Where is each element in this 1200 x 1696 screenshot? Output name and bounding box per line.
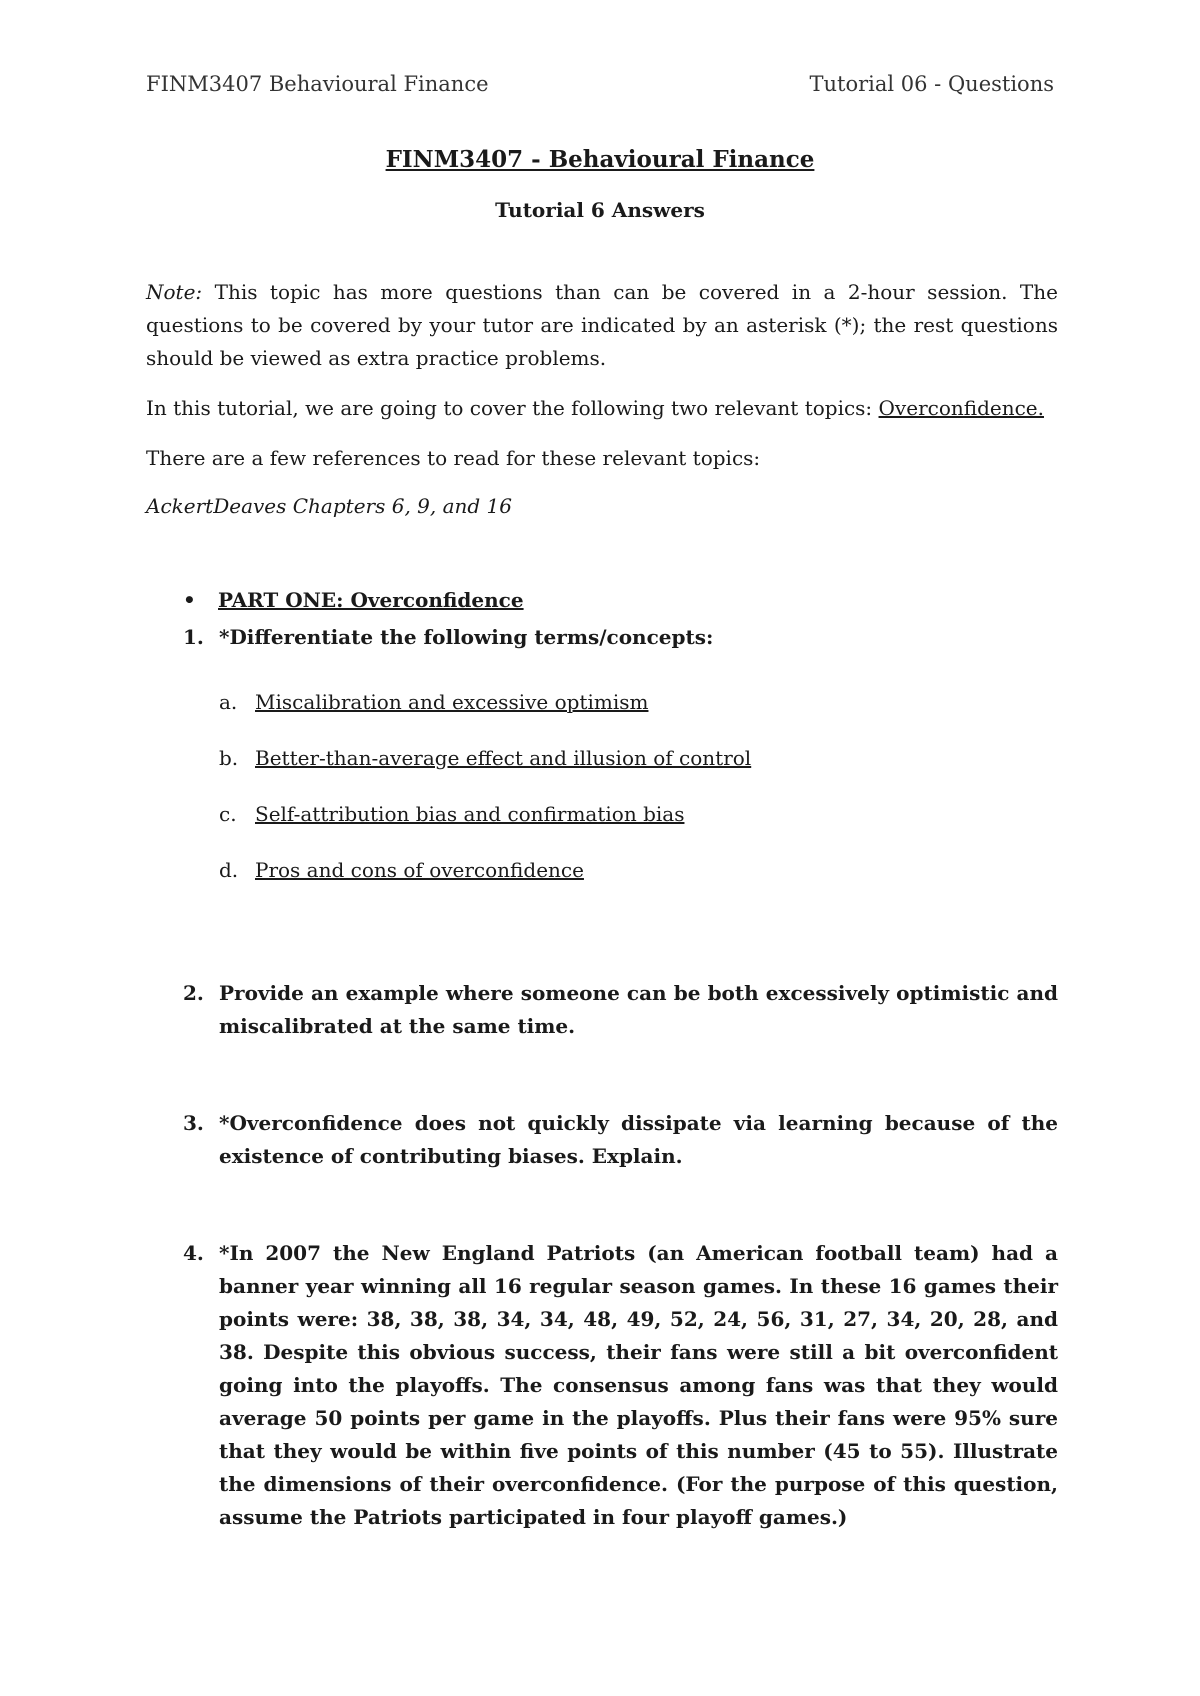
header-tutorial: Tutorial 06 - Questions: [809, 72, 1054, 96]
note-text: This topic has more questions than can be covered in a 2-hour session. The questions to be covered by your tutor are indicated by an asterisk (*); the rest questions should be viewed as extra practice problems.: [146, 280, 1058, 370]
sub-item-text: Better-than-average effect and illusion of control: [255, 746, 752, 770]
question-text: *Overconfidence does not quickly dissipate via learning because of the existence of contributing biases. Explain.: [219, 1111, 1058, 1168]
sub-item-text: Pros and cons of overconfidence: [255, 858, 584, 882]
sub-item-letter: d.: [219, 858, 239, 882]
bullet-icon: •: [183, 588, 196, 612]
question-number: 3.: [183, 1111, 204, 1135]
document-subtitle: Tutorial 6 Answers: [495, 198, 705, 222]
question-number: 4.: [183, 1241, 204, 1265]
part-one-label: PART ONE: Overconfidence: [218, 588, 524, 612]
intro-paragraph: [146, 392, 1058, 425]
sub-item-letter: c.: [219, 802, 237, 826]
sub-item-letter: b.: [219, 746, 239, 770]
references: AckertDeaves Chapters 6, 9, and 16: [146, 494, 513, 518]
running-header: [146, 72, 1054, 102]
header-course: FINM3407 Behavioural Finance: [146, 72, 489, 96]
sub-item-letter: a.: [219, 690, 238, 714]
question-number: 2.: [183, 981, 204, 1005]
references-intro: There are a few references to read for these relevant topics:: [146, 446, 761, 470]
intro-text: In this tutorial, we are going to cover the following two relevant topics:: [146, 396, 879, 420]
sub-item-text: Self-attribution bias and confirmation bias: [255, 802, 685, 826]
question-text: *In 2007 the New England Patriots (an American football team) had a banner year winning all 16 regular season games. In these 16 games their points were: 38, 38, 38, 34, 34, 48, 49, 52, 24, 56, 31, 27, 34, 20, 28, and 38. Despite this obvious success, their fans were still a bit overconfident going into the playoffs. The consensus among fans was that they would average 50 points per game in the playoffs. Plus their fans were 95% sure that they would be within five points of this number (45 to 55). Illustrate the dimensions of their overconfidence. (For the purpose of this question, assume the Patriots participated in four playoff games.): [219, 1241, 1058, 1529]
question-number: 1.: [183, 625, 204, 649]
question-text: Provide an example where someone can be both excessively optimistic and miscalibrated at the same time.: [219, 981, 1058, 1038]
intro-topic: Overconfidence.: [878, 396, 1044, 420]
question-text: *Differentiate the following terms/concepts:: [219, 625, 714, 649]
note-label: Note:: [146, 280, 203, 304]
document-title: FINM3407 - Behavioural Finance: [385, 146, 815, 173]
note-paragraph: [146, 276, 1058, 375]
sub-item-text: Miscalibration and excessive optimism: [255, 690, 649, 714]
